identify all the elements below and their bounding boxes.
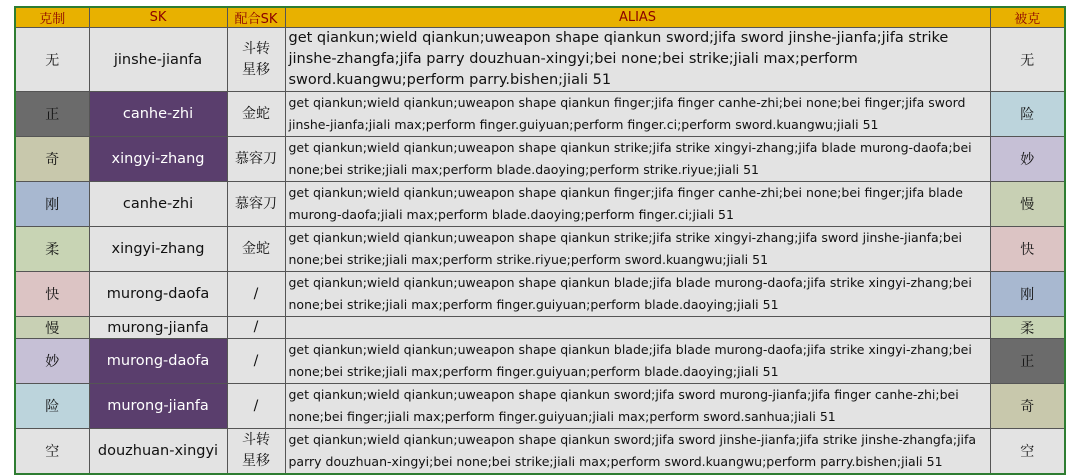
table-row [15,272,1065,317]
alias-cell: get qiankun;wield qiankun;uweapon shape qiankun sword;jifa sword murong-jianfa;jifa finger canhe-zhi;bei none;bei finger;jiali max;perform finger.guiyuan;jiali max;perform sword.sanhua;jiali 51 [285,384,990,429]
ke-cell: 险 [15,384,89,429]
beike-cell: 正 [990,339,1065,384]
header-partner-sk: 配合SK [227,7,285,28]
header-row [15,7,1065,28]
table-row [15,384,1065,429]
sk-cell: murong-daofa [89,339,227,384]
ke-cell: 柔 [15,227,89,272]
partner-sk-cell: 金蛇 [227,92,285,137]
header-sk: SK [89,7,227,28]
sk-cell: douzhuan-xingyi [89,429,227,475]
beike-cell: 慢 [990,182,1065,227]
sk-cell: jinshe-jianfa [89,28,227,92]
beike-cell: 快 [990,227,1065,272]
ke-cell: 空 [15,429,89,475]
table-row [15,339,1065,384]
ke-cell: 妙 [15,339,89,384]
header-ke: 克制 [15,7,89,28]
alias-cell: get qiankun;wield qiankun;uweapon shape qiankun sword;jifa sword jinshe-jianfa;jifa strike jinshe-zhangfa;jifa parry douzhuan-xingyi;bei none;bei strike;jiali max;perform sword.kuangwu;perform parry.bishen;jiali 51 [285,28,990,92]
sk-cell: canhe-zhi [89,182,227,227]
partner-sk-cell: 斗转 星移 [227,429,285,475]
beike-cell: 柔 [990,317,1065,339]
partner-sk-cell: 慕容刀 [227,137,285,182]
ke-cell: 无 [15,28,89,92]
beike-cell: 奇 [990,384,1065,429]
table-row [15,317,1065,339]
partner-sk-cell: / [227,272,285,317]
partner-sk-cell: 慕容刀 [227,182,285,227]
skill-table [14,6,1066,475]
table-body [15,28,1065,475]
sk-cell: murong-daofa [89,272,227,317]
alias-cell: get qiankun;wield qiankun;uweapon shape qiankun finger;jifa finger canhe-zhi;bei none;bei finger;jifa sword jinshe-jianfa;jiali max;perform finger.guiyuan;perform finger.ci;perform sword.kuangwu;jiali 51 [285,92,990,137]
table-row [15,227,1065,272]
sk-cell: xingyi-zhang [89,137,227,182]
beike-cell: 险 [990,92,1065,137]
beike-cell: 刚 [990,272,1065,317]
alias-cell: get qiankun;wield qiankun;uweapon shape qiankun finger;jifa finger canhe-zhi;bei none;bei finger;jifa blade murong-daofa;jiali max;perform blade.daoying;perform finger.ci;jiali 51 [285,182,990,227]
alias-cell [285,317,990,339]
table-row [15,28,1065,92]
alias-cell: get qiankun;wield qiankun;uweapon shape qiankun blade;jifa blade murong-daofa;jifa strike xingyi-zhang;bei none;bei strike;jiali max;perform finger.guiyuan;perform blade.daoying;jiali 51 [285,272,990,317]
table-row [15,429,1065,475]
alias-cell: get qiankun;wield qiankun;uweapon shape qiankun sword;jifa sword jinshe-jianfa;jifa strike jinshe-zhangfa;jifa parry douzhuan-xingyi;bei none;bei strike;jiali max;perform sword.kuangwu;perform parry.bishen;jiali 51 [285,429,990,475]
ke-cell: 慢 [15,317,89,339]
header-alias: ALIAS [285,7,990,28]
alias-cell: get qiankun;wield qiankun;uweapon shape qiankun strike;jifa strike xingyi-zhang;jifa sword jinshe-jianfa;bei none;bei strike;jiali max;perform strike.riyue;perform sword.kuangwu;jiali 51 [285,227,990,272]
beike-cell: 妙 [990,137,1065,182]
table-row [15,182,1065,227]
sk-cell: murong-jianfa [89,317,227,339]
partner-sk-cell: 金蛇 [227,227,285,272]
beike-cell: 空 [990,429,1065,475]
alias-cell: get qiankun;wield qiankun;uweapon shape qiankun blade;jifa blade murong-daofa;jifa strike xingyi-zhang;bei none;bei strike;jiali max;perform finger.guiyuan;perform blade.daoying;jiali 51 [285,339,990,384]
sk-cell: murong-jianfa [89,384,227,429]
sk-cell: xingyi-zhang [89,227,227,272]
partner-sk-cell: / [227,339,285,384]
ke-cell: 正 [15,92,89,137]
table-wrapper [14,6,1064,475]
sk-cell: canhe-zhi [89,92,227,137]
partner-sk-cell: / [227,317,285,339]
table-row [15,92,1065,137]
ke-cell: 快 [15,272,89,317]
alias-cell: get qiankun;wield qiankun;uweapon shape qiankun strike;jifa strike xingyi-zhang;jifa blade murong-daofa;bei none;bei strike;jiali max;perform blade.daoying;perform strike.riyue;jiali 51 [285,137,990,182]
beike-cell: 无 [990,28,1065,92]
ke-cell: 奇 [15,137,89,182]
partner-sk-cell: / [227,384,285,429]
ke-cell: 刚 [15,182,89,227]
table-row [15,137,1065,182]
partner-sk-cell: 斗转 星移 [227,28,285,92]
header-beike: 被克 [990,7,1065,28]
